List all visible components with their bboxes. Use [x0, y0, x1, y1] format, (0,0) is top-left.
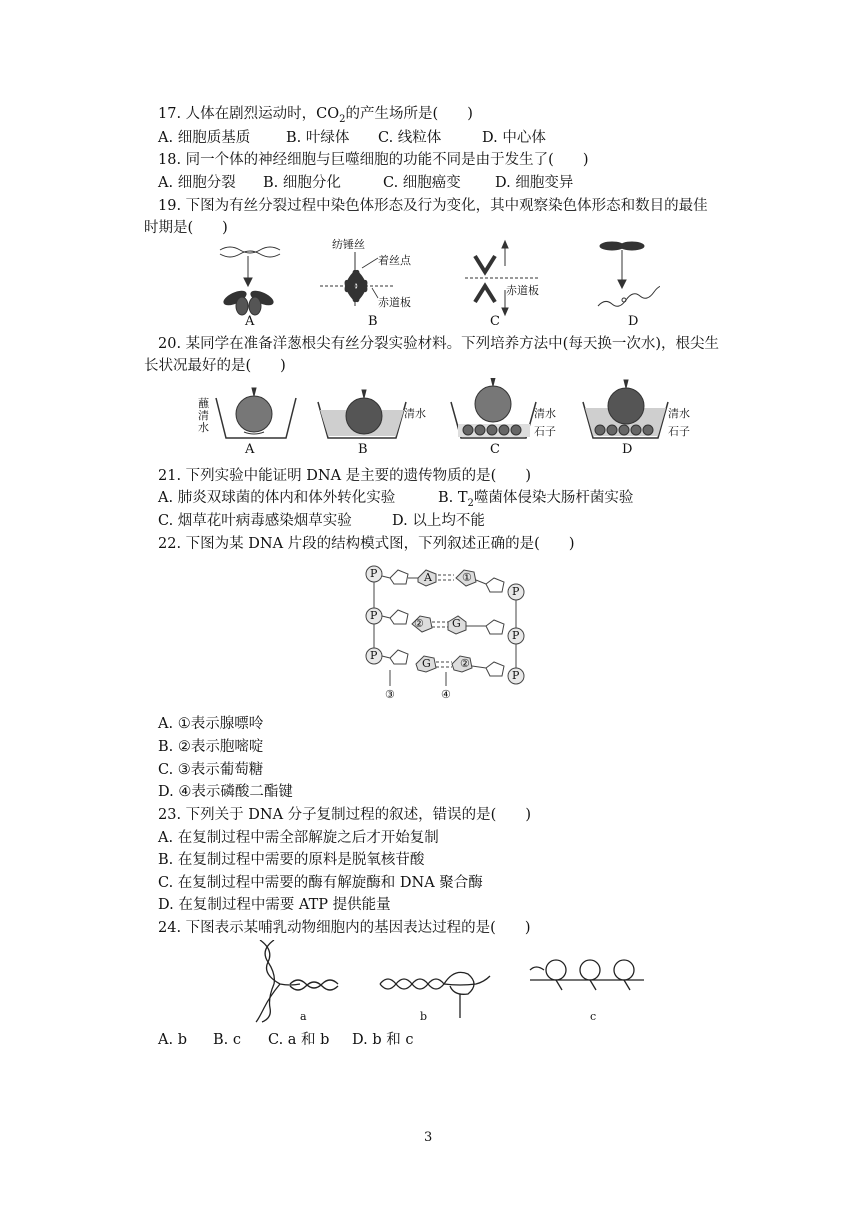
- q17-options: [158, 128, 546, 148]
- q19-letter-c: C: [490, 314, 500, 329]
- q20-letter-b: B: [358, 442, 368, 457]
- q19-stem-line2: 时期是( ): [144, 220, 228, 236]
- q20-label-water-c: 清水: [534, 407, 556, 420]
- q20-beaker-b: [318, 390, 406, 438]
- q23-stem: 23. 下列关于 DNA 分子复制过程的叙述，错误的是( ): [158, 807, 531, 823]
- q17-option-c[interactable]: C. 线粒体: [378, 130, 442, 146]
- q19-label-plate-c: 赤道板: [506, 284, 539, 297]
- q24-option-b[interactable]: B. c: [213, 1032, 241, 1048]
- q21-options-cd: [158, 511, 485, 531]
- q20-beaker-a: [216, 388, 296, 438]
- q22-label-p5: P: [512, 629, 520, 642]
- q23-option-c[interactable]: C. 在复制过程中需要的酶有解旋酶和 DNA 聚合酶: [158, 875, 483, 891]
- q18-stem: 18. 同一个体的神经细胞与巨噬细胞的功能不同是由于发生了( ): [158, 152, 589, 168]
- q21-stem: 21. 下列实验中能证明 DNA 是主要的遗传物质的是( ): [158, 468, 531, 484]
- q19-figure: [200, 236, 660, 332]
- q20-label-stone-d: 石子: [668, 425, 690, 438]
- q19-stem-line1: 19. 下图为有丝分裂过程中染色体形态及行为变化，其中观察染色体形态和数目的最佳: [158, 198, 708, 214]
- q20-label-water-d: 清水: [668, 407, 690, 420]
- q24-diagram-a: [256, 940, 338, 1022]
- q17-stem: 17. 人体在剧烈运动时，$CO_2$的产生场所是( ): [158, 106, 473, 125]
- q24-diagram-c: [530, 960, 644, 990]
- q22-label-base-a: A: [424, 571, 432, 584]
- q19-diagram-c: [465, 241, 540, 315]
- q24-fig-letter-b: b: [420, 1010, 428, 1023]
- q24-stem: 24. 下图表示某哺乳动物细胞内的基因表达过程的是( ): [158, 920, 531, 936]
- q19-diagram-d: [598, 242, 660, 306]
- q21-option-c[interactable]: C. 烟草花叶病毒感染烟草实验: [158, 513, 352, 529]
- q24-fig-letter-a: a: [300, 1010, 307, 1023]
- q22-label-circle3: ③: [385, 688, 395, 701]
- q22-label-base-g1: G: [452, 617, 461, 630]
- q20-beaker-c: [451, 378, 536, 438]
- q21-option-d[interactable]: D. 以上均不能: [392, 513, 485, 529]
- q20-figure: [196, 378, 696, 442]
- q22-label-p6: P: [512, 669, 520, 682]
- q19-label-plate-b: 赤道板: [378, 296, 411, 309]
- q22-label-base-g2: G: [422, 657, 431, 670]
- q24-option-d[interactable]: D. b 和 c: [352, 1032, 414, 1048]
- q19-letter-d: D: [628, 314, 639, 329]
- q20-label-a-side: 蘸 清 水: [198, 397, 209, 434]
- q18-option-b[interactable]: B. 细胞分化: [263, 175, 341, 191]
- q21-option-a[interactable]: A. 肺炎双球菌的体内和体外转化实验: [158, 490, 396, 506]
- q20-stem-line1: 20. 某同学在准备洋葱根尖有丝分裂实验材料。下列培养方法中(每天换一次水)，根尖生: [158, 336, 719, 352]
- q19-letter-b: B: [368, 314, 378, 329]
- q24-fig-letter-c: c: [590, 1010, 597, 1023]
- q22-option-b[interactable]: B. ②表示胞嘧啶: [158, 739, 264, 755]
- q22-label-circle1: ①: [462, 571, 472, 584]
- q17-option-d[interactable]: D. 中心体: [482, 130, 546, 146]
- q22-label-p4: P: [512, 585, 520, 598]
- q22-option-d[interactable]: D. ④表示磷酸二酯键: [158, 784, 293, 800]
- q19-label-spindle: 纺锤丝: [332, 238, 365, 251]
- q20-label-stone-c: 石子: [534, 425, 556, 438]
- q22-option-a[interactable]: A. ①表示腺嘌呤: [158, 716, 264, 732]
- q22-label-circle2b: ②: [460, 657, 470, 670]
- q18-option-d[interactable]: D. 细胞变异: [495, 175, 574, 191]
- q22-stem: 22. 下图为某 DNA 片段的结构模式图，下列叙述正确的是( ): [158, 536, 575, 552]
- q22-label-p1: P: [370, 567, 378, 580]
- q22-label-p3: P: [370, 649, 378, 662]
- q21-options-ab: [158, 488, 633, 514]
- q24-option-a[interactable]: A. b: [158, 1032, 187, 1048]
- q23-option-a[interactable]: A. 在复制过程中需全部解旋之后才开始复制: [158, 830, 439, 846]
- q20-letter-d: D: [622, 442, 633, 457]
- q19-diagram-a: [220, 247, 280, 315]
- q20-stem-line2: 长状况最好的是( ): [144, 358, 286, 374]
- q20-beaker-d: [583, 380, 668, 438]
- q19-label-centromere: 着丝点: [378, 254, 411, 267]
- q24-diagram-b: [380, 972, 490, 1018]
- q17-option-b[interactable]: B. 叶绿体: [286, 130, 350, 146]
- q20-label-water-b: 清水: [404, 407, 426, 420]
- q22-label-circle2: ②: [414, 617, 424, 630]
- q23-option-b[interactable]: B. 在复制过程中需要的原料是脱氧核苷酸: [158, 852, 425, 868]
- q22-label-p2: P: [370, 609, 378, 622]
- q20-letter-a: A: [245, 442, 255, 457]
- q22-label-circle4: ④: [441, 688, 451, 701]
- q21-option-b[interactable]: B. $T_2$噬菌体侵染大肠杆菌实验: [438, 490, 634, 509]
- page-number: 3: [424, 1130, 433, 1145]
- q17-option-a[interactable]: A. 细胞质基质: [158, 130, 251, 146]
- q18-option-a[interactable]: A. 细胞分裂: [158, 175, 236, 191]
- q18-options: [158, 173, 573, 193]
- q24-option-c[interactable]: C. a 和 b: [268, 1032, 330, 1048]
- q24-options: [158, 1030, 413, 1050]
- q23-option-d[interactable]: D. 在复制过程中需要 ATP 提供能量: [158, 897, 391, 913]
- q19-letter-a: A: [245, 314, 255, 329]
- q18-option-c[interactable]: C. 细胞癌变: [383, 175, 461, 191]
- q20-letter-c: C: [490, 442, 500, 457]
- q22-option-c[interactable]: C. ③表示葡萄糖: [158, 762, 264, 778]
